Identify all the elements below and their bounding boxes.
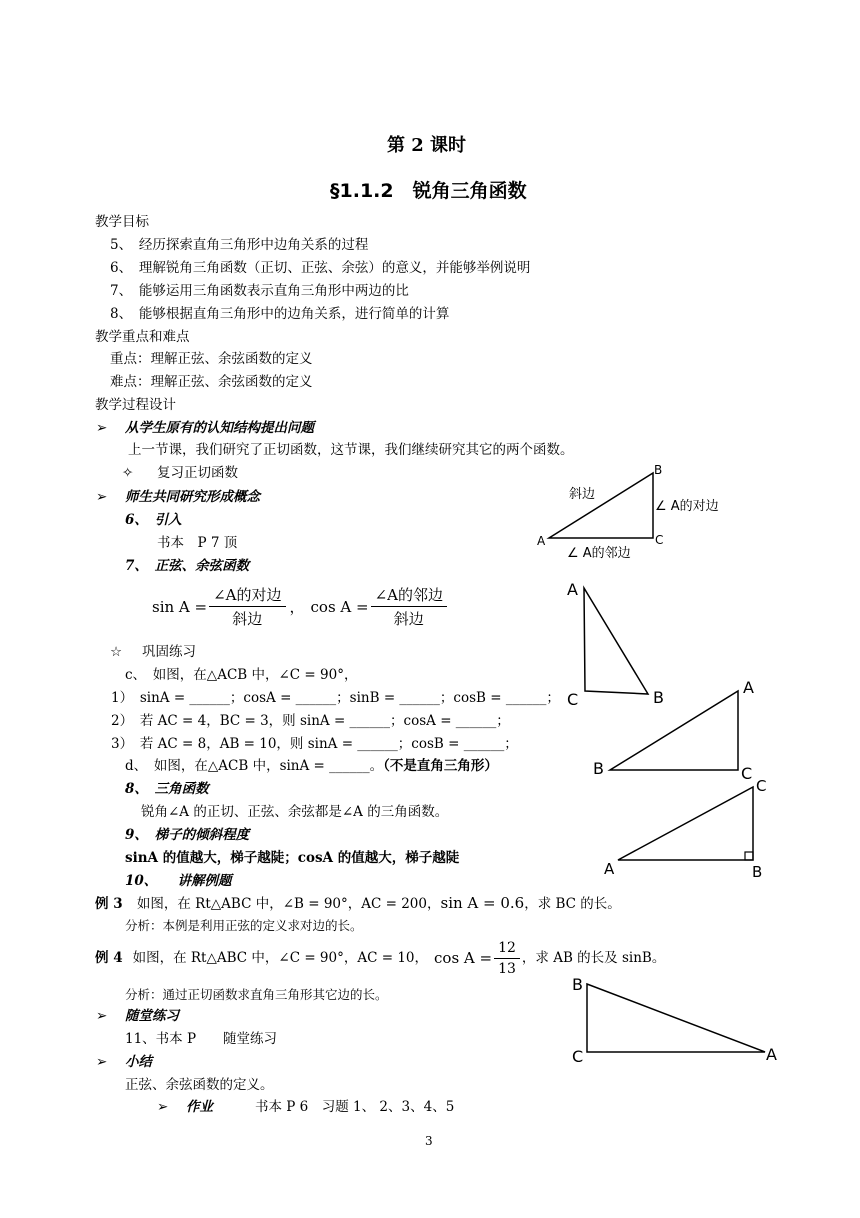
focus-key: 重点：理解正弦、余弦函数的定义 <box>110 351 313 367</box>
triangle-figure-3 <box>588 676 768 782</box>
item-8-text: 锐角∠A 的正切、正弦、余弦都是∠A 的三角函数。 <box>141 804 449 820</box>
objective-item: 5、 经历探索直角三角形中边角关系的过程 <box>110 237 369 253</box>
vertex-a-label: A <box>766 1045 777 1064</box>
section-title: §1.1.2 锐角三角函数 <box>330 180 527 202</box>
arrow-icon: ➢ <box>157 1099 169 1115</box>
section-summary-title: 小结 <box>125 1054 152 1070</box>
vertex-c-label: C <box>572 1047 584 1066</box>
section-question-text: 上一节课，我们研究了正切函数，这节课，我们继续研究其它的两个函数。 <box>128 442 574 458</box>
triangle-figure-4 <box>598 775 778 885</box>
example-3-label: 例 3 <box>95 896 123 912</box>
example-3 <box>95 894 621 913</box>
opposite-side-label: ∠ A的对边 <box>655 499 719 514</box>
arrow-icon: ➢ <box>96 1008 108 1024</box>
practice-q1: 1） sinA = ______；cosA = ______；sinB = ______；cosB = ______； <box>111 690 560 706</box>
focus-difficult: 难点：理解正弦、余弦函数的定义 <box>110 374 313 390</box>
item-9-title: 9、 梯子的倾斜程度 <box>125 827 250 843</box>
vertex-b-label: B <box>654 463 663 477</box>
practice-d-text: d、 如图，在△ACB 中，sinA = ______。 <box>125 758 384 774</box>
item-10-title: 10、 讲解例题 <box>125 873 232 889</box>
lesson-title: 第 2 课时 <box>387 135 467 156</box>
objective-item: 6、 理解锐角三角函数（正切、正弦、余弦）的意义，并能够举例说明 <box>110 260 531 276</box>
section-practice-title: 随堂练习 <box>125 1008 179 1024</box>
item-6-title: 6、 引入 <box>125 512 182 528</box>
cos-numerator: ∠A的邻边 <box>371 584 447 607</box>
section-summary-text: 正弦、余弦函数的定义。 <box>125 1077 274 1093</box>
page-number: 3 <box>425 1134 433 1148</box>
vertex-c-label: C <box>655 533 664 547</box>
example-4-text-end: ，求 AB 的长及 sinB。 <box>521 950 666 966</box>
section-concept-title: 师生共同研究形成概念 <box>125 489 260 505</box>
adjacent-side-label: ∠ A的邻边 <box>567 546 631 560</box>
example-4-analysis: 分析：通过正切函数求直角三角形其它边的长。 <box>125 987 388 1002</box>
practice-q2: 2） 若 AC = 4，BC = 3，则 sinA = ______；cosA = ______； <box>111 713 510 729</box>
item-9-text: sinA 的值越大，梯子越陡；cosA 的值越大，梯子越陡 <box>125 850 460 866</box>
example-4-numerator: 12 <box>494 939 520 959</box>
section-question-title: 从学生原有的认知结构提出问题 <box>125 420 314 436</box>
sin-lhs: sin A = <box>152 597 208 616</box>
vertex-c-label: C <box>741 764 753 782</box>
star-icon: ☆ <box>110 644 123 660</box>
vertex-a-label: A <box>604 860 615 878</box>
example-3-analysis: 分析：本例是利用正弦的定义求对边的长。 <box>125 918 363 933</box>
example-3-text: 如图，在 Rt△ABC 中，∠B = 90°，AC = 200， <box>136 896 441 912</box>
vertex-a-label: A <box>537 534 546 548</box>
cos-lhs: cos A = <box>310 597 369 616</box>
practice-q3: 3） 若 AC = 8，AB = 10，则 sinA = ______；cosB = ______； <box>111 736 518 752</box>
focus-heading: 教学重点和难点 <box>95 329 190 345</box>
objective-item: 8、 能够根据直角三角形中的边角关系，进行简单的计算 <box>110 306 450 322</box>
item-8-title: 8、 三角函数 <box>125 781 209 797</box>
example-4-text: 如图，在 Rt△ABC 中，∠C = 90°，AC = 10， <box>132 950 429 966</box>
process-heading: 教学过程设计 <box>95 397 176 413</box>
vertex-a-label: A <box>743 678 754 697</box>
vertex-b-label: B <box>653 688 664 707</box>
objective-item: 7、 能够运用三角函数表示直角三角形中两边的比 <box>110 283 409 299</box>
sin-cos-formula <box>152 584 449 629</box>
arrow-icon: ➢ <box>96 420 108 436</box>
homework-text: 书本 P 6 习题 1、 2、3、4、5 <box>255 1099 455 1115</box>
practice-c: c、 如图，在△ACB 中，∠C = 90°， <box>125 667 358 683</box>
arrow-icon: ➢ <box>96 489 108 505</box>
practice-title: 巩固练习 <box>142 644 196 660</box>
item-7-title: 7、 正弦、余弦函数 <box>125 558 250 574</box>
vertex-b-label: B <box>593 759 604 778</box>
example-4-lhs: cos A = <box>434 949 493 967</box>
review-text: 复习正切函数 <box>157 465 238 481</box>
example-4-denominator: 13 <box>498 960 516 977</box>
example-3-text-end: ，求 BC 的长。 <box>524 896 621 912</box>
vertex-c-label: C <box>756 777 767 795</box>
triangle-figure-5 <box>565 972 785 1072</box>
vertex-b-label: B <box>752 863 763 881</box>
vertex-b-label: B <box>572 975 583 994</box>
example-4-label: 例 4 <box>95 950 123 966</box>
hypotenuse-label: 斜边 <box>569 487 596 502</box>
objectives-heading: 教学目标 <box>95 214 149 230</box>
practice-d-note: （不是直角三角形） <box>383 758 498 774</box>
formula-separator: ， <box>289 598 305 616</box>
triangle-figure-1 <box>530 460 730 560</box>
example-3-math: sin A = 0.6 <box>440 894 525 912</box>
diamond-bullet-icon: ✧ <box>122 465 134 481</box>
vertex-a-label: A <box>567 580 578 599</box>
sin-numerator: ∠A的对边 <box>209 584 285 607</box>
vertex-c-label: C <box>567 690 579 708</box>
arrow-icon: ➢ <box>96 1054 108 1070</box>
item-6-text: 书本 P 7 顶 <box>157 535 238 551</box>
cos-denominator: 斜边 <box>393 610 424 628</box>
section-practice-text: 11、书本 P 随堂练习 <box>125 1031 278 1047</box>
sin-denominator: 斜边 <box>232 610 263 628</box>
homework-title: 作业 <box>186 1099 213 1115</box>
practice-d <box>125 757 498 775</box>
